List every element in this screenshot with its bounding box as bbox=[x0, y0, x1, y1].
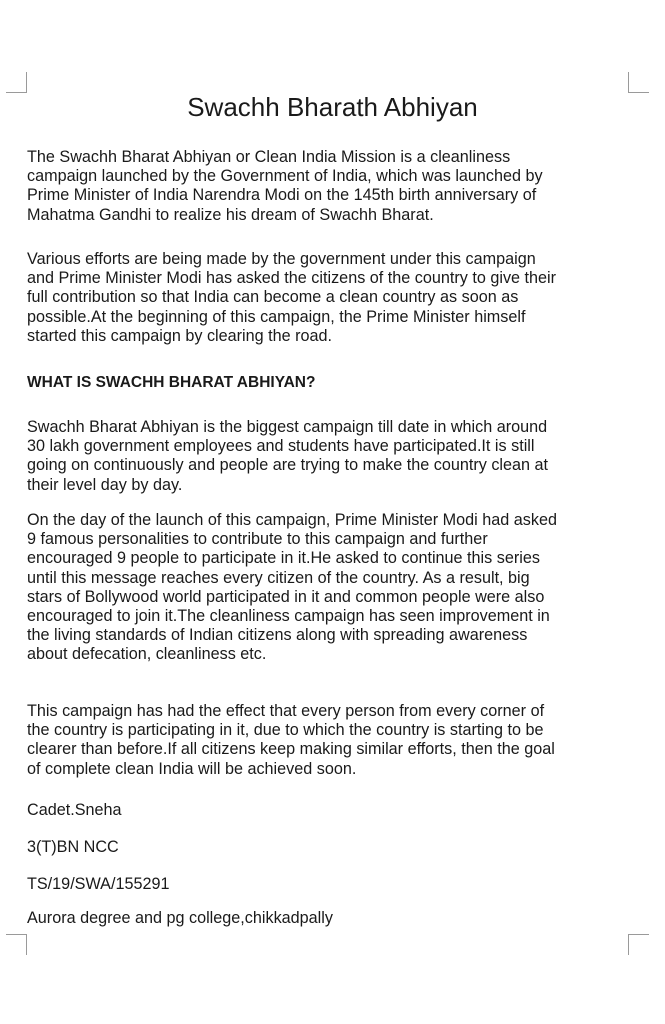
paragraph-launch bbox=[27, 511, 557, 665]
paragraph-what-is bbox=[27, 418, 548, 495]
signature-name: Cadet.Sneha bbox=[27, 801, 122, 819]
text-line: until this message reaches every citizen of the country. As a result, big bbox=[27, 568, 530, 587]
page-corner-mark bbox=[6, 934, 27, 955]
signature-id: TS/19/SWA/155291 bbox=[27, 875, 170, 893]
text-line: 9 famous personalities to contribute to this campaign and further bbox=[27, 530, 488, 549]
text-line: full contribution so that India can become a clean country as soon as bbox=[27, 288, 519, 307]
text-line: Mahatma Gandhi to realize his dream of Swachh Bharat. bbox=[27, 205, 434, 224]
text-line: campaign launched by the Government of India, which was launched by bbox=[27, 167, 543, 186]
page-corner-mark bbox=[6, 72, 27, 93]
text-line: On the day of the launch of this campaign, Prime Minister Modi had asked bbox=[27, 511, 557, 529]
text-line: Swachh Bharat Abhiyan is the biggest campaign till date in which around bbox=[27, 418, 548, 436]
text-line: and Prime Minister Modi has asked the citizens of the country to give their bbox=[27, 269, 557, 288]
text-line: Prime Minister of India Narendra Modi on the 145th birth anniversary of bbox=[27, 186, 537, 205]
text-line: stars of Bollywood world participated in it and common people were also bbox=[27, 587, 545, 606]
text-line: going on continuously and people are trying to make the country clean at bbox=[27, 456, 549, 475]
text-line: their level day by day. bbox=[27, 475, 183, 494]
page-corner-mark bbox=[628, 934, 649, 955]
signature-college: Aurora degree and pg college,chikkadpally bbox=[27, 909, 333, 927]
text-line: encouraged to join it.The cleanliness campaign has seen improvement in bbox=[27, 607, 550, 626]
text-line: started this campaign by clearing the road. bbox=[27, 326, 333, 345]
page-corner-mark bbox=[628, 72, 649, 93]
section-heading: WHAT IS SWACHH BHARAT ABHIYAN? bbox=[27, 374, 316, 391]
text-line: the country is participating in it, due to which the country is starting to be bbox=[27, 721, 544, 740]
paragraph-effect bbox=[27, 702, 555, 779]
text-line: possible.At the beginning of this campaign, the Prime Minister himself bbox=[27, 307, 526, 326]
signature-unit: 3(T)BN NCC bbox=[27, 838, 119, 856]
document-title: Swachh Bharath Abhiyan bbox=[187, 92, 478, 122]
text-line: the living standards of Indian citizens along with spreading awareness bbox=[27, 626, 528, 645]
paragraph-efforts bbox=[27, 250, 556, 346]
text-line: encouraged 9 people to participate in it.He asked to continue this series bbox=[27, 549, 540, 568]
text-line: This campaign has had the effect that every person from every corner of bbox=[27, 702, 545, 720]
paragraph-intro bbox=[27, 148, 543, 225]
text-line: clearer than before.If all citizens keep making similar efforts, then the goal bbox=[27, 740, 555, 759]
text-line: of complete clean India will be achieved soon. bbox=[27, 759, 357, 778]
text-line: The Swachh Bharat Abhiyan or Clean India Mission is a cleanliness bbox=[27, 148, 511, 166]
text-line: about defecation, cleanliness etc. bbox=[27, 645, 267, 664]
text-line: Various efforts are being made by the government under this campaign bbox=[27, 250, 536, 268]
text-line: 30 lakh government employees and students have participated.It is still bbox=[27, 437, 535, 456]
